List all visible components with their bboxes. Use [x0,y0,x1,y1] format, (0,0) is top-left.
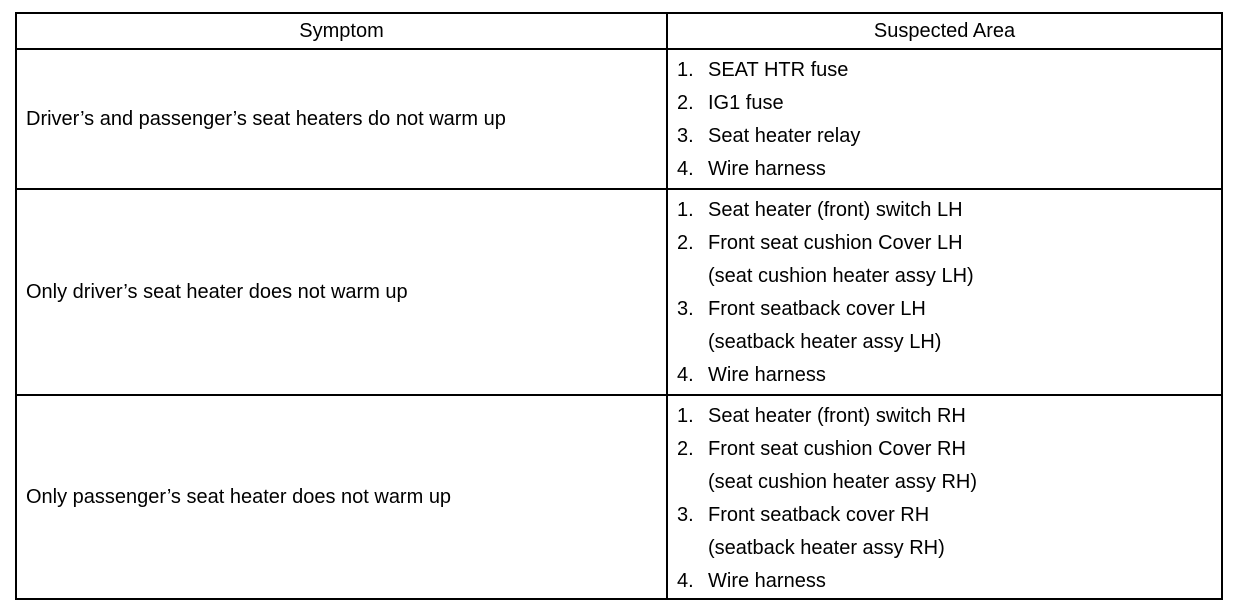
item-text: IG1 fuse [708,92,784,114]
area-item [677,499,1221,532]
suspected-area-cell [668,50,1221,190]
item-number: 1. [677,199,694,221]
suspected-area-cell [668,396,1221,598]
area-item [677,293,1221,326]
item-text: Wire harness [708,570,826,592]
area-item [677,153,1221,186]
item-text: Front seatback cover LH [708,298,926,320]
item-text: Wire harness [708,158,826,180]
troubleshooting-table [15,12,1223,600]
item-number: 4. [677,158,694,180]
symptom-cell: Only driver’s seat heater does not warm up [17,190,668,396]
area-item [677,194,1221,227]
area-item [677,359,1221,392]
item-number: 1. [677,59,694,81]
item-text: Wire harness [708,364,826,386]
item-text: Front seat cushion Cover RH [708,438,966,460]
item-text: Seat heater (front) switch RH [708,405,966,427]
item-number: 1. [677,405,694,427]
item-number: 4. [677,570,694,592]
symptom-cell: Only passenger’s seat heater does not warm up [17,396,668,598]
item-text: Seat heater relay [708,125,861,147]
item-number: 2. [677,438,694,460]
item-number: 4. [677,364,694,386]
item-text: SEAT HTR fuse [708,59,849,81]
item-number: 3. [677,125,694,147]
item-text: Front seatback cover RH [708,504,930,526]
item-number: 3. [677,298,694,320]
item-continuation: (seat cushion heater assy RH) [708,471,978,493]
item-continuation: (seatback heater assy RH) [708,537,945,559]
item-number: 3. [677,504,694,526]
symptom-cell: Driver’s and passenger’s seat heaters do not warm up [17,50,668,190]
header-symptom: Symptom [17,14,668,50]
area-item [677,400,1221,433]
area-item [677,120,1221,153]
area-item [677,565,1221,598]
item-continuation: (seat cushion heater assy LH) [708,265,974,287]
header-suspected-area: Suspected Area [668,14,1221,50]
item-text: Seat heater (front) switch LH [708,199,963,221]
area-item [677,433,1221,466]
area-item [677,54,1221,87]
suspected-area-cell [668,190,1221,396]
item-continuation: (seatback heater assy LH) [708,331,942,353]
area-item [677,227,1221,260]
item-number: 2. [677,232,694,254]
item-text: Front seat cushion Cover LH [708,232,963,254]
item-number: 2. [677,92,694,114]
area-item [677,87,1221,120]
